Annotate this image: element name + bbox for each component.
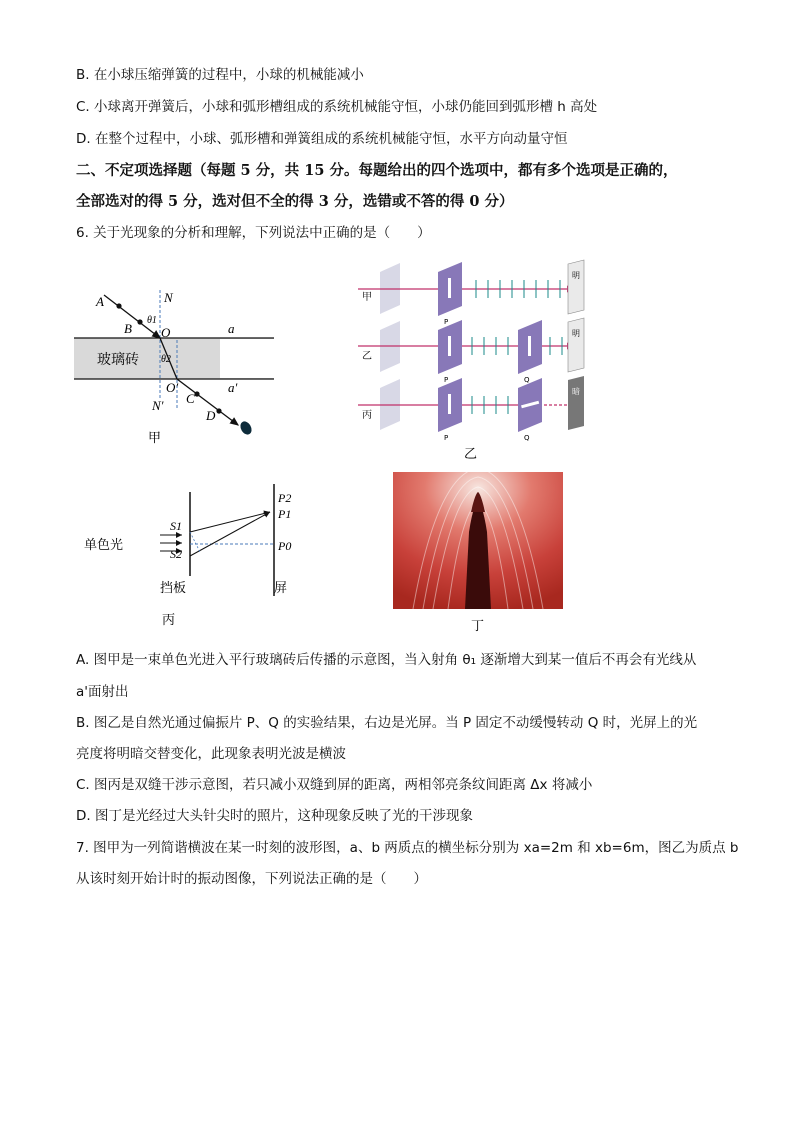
svg-text:明: 明 (572, 329, 580, 338)
option-5b: B. 在小球压缩弹簧的过程中，小球的机械能减小 (76, 67, 364, 83)
svg-text:N: N (164, 290, 173, 305)
svg-text:N′: N′ (152, 398, 164, 413)
svg-text:P2: P2 (278, 491, 292, 505)
polarizer-row-3 (358, 376, 584, 432)
section-heading-line2: 全部选对的得 5 分，选对但不全的得 3 分，选错或不答的得 0 分） (76, 193, 514, 210)
option-6d: D. 图丁是光经过大头针尖时的照片，这种现象反映了光的干涉现象 (76, 808, 473, 824)
caption-bing: 丙 (162, 613, 176, 628)
svg-text:θ2: θ2 (161, 354, 171, 365)
svg-text:a′: a′ (228, 380, 238, 395)
svg-text:单色光: 单色光 (84, 538, 124, 553)
figure-bing (84, 480, 304, 630)
figure-ding-photo (393, 472, 563, 637)
glass-block-label: 玻璃砖 (97, 352, 139, 368)
svg-text:a: a (228, 321, 235, 336)
option-6b-line1: B. 图乙是自然光通过偏振片 P、Q 的实验结果，右边是光屏。当 P 固定不动缓慢转动 Q 时，光屏上的光 (76, 715, 698, 731)
svg-text:O′: O′ (166, 380, 179, 395)
option-5c: C. 小球离开弹簧后，小球和弧形槽组成的系统机械能守恒，小球仍能回到弧形槽 h 高处 (76, 99, 598, 115)
figure-yi (358, 258, 598, 463)
svg-text:P: P (444, 376, 449, 384)
svg-text:A: A (96, 294, 104, 309)
svg-text:D: D (206, 408, 216, 423)
svg-text:甲: 甲 (362, 292, 372, 303)
svg-text:S1: S1 (170, 519, 182, 533)
svg-text:乙: 乙 (362, 351, 372, 362)
svg-text:Q: Q (524, 376, 530, 384)
question-7-line2: 从该时刻开始计时的振动图像，下列说法正确的是（ ） (76, 871, 427, 887)
caption-jia: 甲 (148, 431, 162, 446)
svg-text:O: O (161, 325, 171, 340)
option-5d: D. 在整个过程中，小球、弧形槽和弹簧组成的系统机械能守恒，水平方向动量守恒 (76, 131, 568, 147)
svg-text:暗: 暗 (572, 387, 580, 396)
svg-text:θ1: θ1 (147, 315, 157, 326)
svg-text:S2: S2 (170, 547, 182, 561)
section-heading-line1: 二、不定项选择题（每题 5 分，共 15 分。每题给出的四个选项中，都有多个选项是正确的， (76, 162, 678, 179)
caption-yi: 乙 (464, 447, 478, 462)
svg-text:P1: P1 (278, 507, 292, 521)
svg-text:屏: 屏 (274, 581, 288, 596)
svg-text:B: B (124, 321, 132, 336)
option-6b-line2: 亮度将明暗交替变化，此现象表明光波是横波 (76, 746, 346, 762)
option-6a-line2: a'面射出 (76, 684, 129, 700)
polarizer-row-1 (358, 260, 584, 316)
svg-text:明: 明 (572, 271, 580, 280)
option-6a-line1: A. 图甲是一束单色光进入平行玻璃砖后传播的示意图，当入射角 θ₁ 逐渐增大到某一值后不再会有光线从 (76, 652, 697, 668)
question-7-line1: 7. 图甲为一列简谐横波在某一时刻的波形图，a、b 两质点的横坐标分别为 xa=2m 和 xb=6m，图乙为质点 b (76, 840, 739, 856)
question-6: 6. 关于光现象的分析和理解，下列说法中正确的是（ ） (76, 225, 431, 241)
svg-text:Q: Q (524, 434, 530, 442)
svg-text:挡板: 挡板 (160, 581, 187, 596)
svg-text:P0: P0 (278, 539, 292, 553)
svg-text:P: P (444, 434, 449, 442)
polarizer-row-2 (358, 318, 584, 374)
svg-text:P: P (444, 318, 449, 326)
eye-icon (238, 419, 254, 436)
svg-text:丙: 丙 (362, 410, 372, 421)
caption-ding: 丁 (471, 619, 485, 634)
svg-text:C: C (186, 391, 195, 406)
option-6c: C. 图丙是双缝干涉示意图，若只减小双缝到屏的距离，两相邻亮条纹间距离 Δx 将减小 (76, 777, 593, 793)
figure-jia (70, 280, 280, 450)
